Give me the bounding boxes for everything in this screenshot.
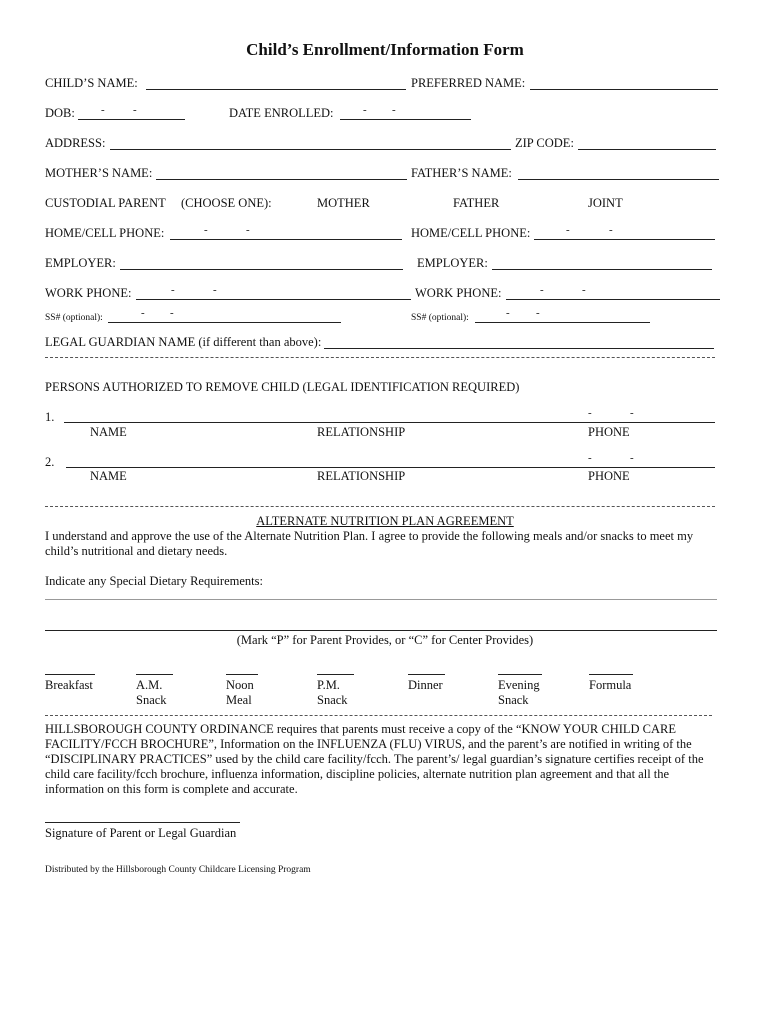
meal-label-am-snack: A.M. <box>136 678 163 692</box>
ss-separator: - <box>506 307 510 319</box>
phone-separator: - <box>566 224 570 236</box>
section-divider <box>45 357 715 358</box>
dob-label: DOB: <box>45 106 75 120</box>
home-cell-phone-label-2: HOME/CELL PHONE: <box>411 226 531 240</box>
meal-label-dinner: Dinner <box>408 678 443 692</box>
authorized-relationship-label: RELATIONSHIP <box>317 425 406 439</box>
authorized-person-1-field[interactable] <box>64 422 715 423</box>
meal-label-noon-2: Meal <box>226 693 252 707</box>
authorized-row-number: 2. <box>45 455 55 469</box>
custodial-option-joint[interactable]: JOINT <box>588 196 623 210</box>
phone-separator: - <box>582 284 586 296</box>
ss-field[interactable] <box>108 322 341 323</box>
legal-guardian-field[interactable] <box>324 348 714 349</box>
authorized-row-number: 1. <box>45 410 55 424</box>
custodial-option-mother[interactable]: MOTHER <box>317 196 370 210</box>
ss-label: SS# (optional): <box>45 313 103 323</box>
ss-separator: - <box>536 307 540 319</box>
breakfast-mark-field[interactable] <box>45 674 95 675</box>
preferred-name-field[interactable] <box>530 89 718 90</box>
ss-label-2: SS# (optional): <box>411 313 469 323</box>
authorized-name-label: NAME <box>90 469 127 483</box>
dietary-requirements-label: Indicate any Special Dietary Requirements: <box>45 574 263 588</box>
father-name-label: FATHER’S NAME: <box>411 166 512 180</box>
meal-label-evening-snack-2: Snack <box>498 693 529 707</box>
noon-meal-mark-field[interactable] <box>226 674 258 675</box>
meal-label-noon: Noon <box>226 678 254 692</box>
date-enrolled-field[interactable] <box>340 119 471 120</box>
signature-label: Signature of Parent or Legal Guardian <box>45 826 237 840</box>
employer-field-2[interactable] <box>492 269 712 270</box>
authorized-phone-label: PHONE <box>588 469 630 483</box>
ss-separator: - <box>141 307 145 319</box>
mark-instructions: (Mark “P” for Parent Provides, or “C” for Center Provides) <box>236 633 534 647</box>
dob-field[interactable] <box>78 119 185 120</box>
section-divider <box>45 506 715 507</box>
home-cell-phone-label: HOME/CELL PHONE: <box>45 226 165 240</box>
meal-label-breakfast: Breakfast <box>45 678 93 692</box>
choose-one-label: (CHOOSE ONE): <box>181 196 272 210</box>
evening-snack-mark-field[interactable] <box>498 674 542 675</box>
child-name-field[interactable] <box>146 89 406 90</box>
work-phone-label: WORK PHONE: <box>45 286 132 300</box>
dinner-mark-field[interactable] <box>408 674 445 675</box>
formula-mark-field[interactable] <box>589 674 633 675</box>
phone-separator: - <box>540 284 544 296</box>
address-label: ADDRESS: <box>45 136 106 150</box>
child-name-label: CHILD’S NAME: <box>45 76 138 90</box>
preferred-name-label: PREFERRED NAME: <box>411 76 526 90</box>
phone-separator: - <box>588 407 592 419</box>
date-separator: - <box>392 104 396 116</box>
ss-separator: - <box>170 307 174 319</box>
legal-guardian-label: LEGAL GUARDIAN NAME (if different than above): <box>45 335 322 349</box>
dob-separator: - <box>101 104 105 116</box>
authorized-name-label: NAME <box>90 425 127 439</box>
work-phone-label-2: WORK PHONE: <box>415 286 502 300</box>
father-name-field[interactable] <box>518 179 719 180</box>
mother-name-label: MOTHER’S NAME: <box>45 166 153 180</box>
mother-name-field[interactable] <box>156 179 407 180</box>
phone-separator: - <box>609 224 613 236</box>
meal-label-pm-snack-2: Snack <box>317 693 348 707</box>
date-enrolled-label: DATE ENROLLED: <box>229 106 334 120</box>
form-title: Child’s Enrollment/Information Form <box>246 40 524 59</box>
date-separator: - <box>363 104 367 116</box>
authorized-phone-label: PHONE <box>588 425 630 439</box>
employer-field[interactable] <box>120 269 403 270</box>
ordinance-text: HILLSBOROUGH COUNTY ORDINANCE requires that parents must receive a copy of the “KNOW YOUR CHILD CARE FACILITY/FCCH BROCHURE”, Information on the INFLUENZA (FLU) VIRUS, and the parent’s are notified in writing of the “DISCIPLINARY PRACTICES” used by the child care facility/fcch. The parent’s/ legal guardian’s signature certifies receipt of the child care facility/fcch brochure, influenza information, discipline policies, alternate nutrition plan agreement and that all the information on this form is complete and accurate. <box>45 722 704 796</box>
work-phone-field[interactable] <box>136 299 411 300</box>
authorized-person-2-field[interactable] <box>66 467 715 468</box>
home-cell-phone-field[interactable] <box>170 239 402 240</box>
nutrition-agreement-text: I understand and approve the use of the Alternate Nutrition Plan. I agree to provide the following meals and/or snacks to meet my child’s nutritional and dietary needs. <box>45 529 694 558</box>
meal-label-formula: Formula <box>589 678 632 692</box>
footer-text: Distributed by the Hillsborough County Childcare Licensing Program <box>45 865 311 875</box>
phone-separator: - <box>246 224 250 236</box>
custodial-parent-label: CUSTODIAL PARENT <box>45 196 166 210</box>
dietary-requirements-field[interactable] <box>45 599 717 600</box>
am-snack-mark-field[interactable] <box>136 674 173 675</box>
phone-separator: - <box>630 452 634 464</box>
signature-field[interactable] <box>45 822 240 823</box>
meal-label-evening-snack: Evening <box>498 678 540 692</box>
phone-separator: - <box>204 224 208 236</box>
zip-code-label: ZIP CODE: <box>515 136 574 150</box>
zip-code-field[interactable] <box>578 149 716 150</box>
phone-separator: - <box>171 284 175 296</box>
meal-label-pm-snack: P.M. <box>317 678 340 692</box>
nutrition-heading: ALTERNATE NUTRITION PLAN AGREEMENT <box>256 514 514 528</box>
meal-label-am-snack-2: Snack <box>136 693 167 707</box>
pm-snack-mark-field[interactable] <box>317 674 354 675</box>
home-cell-phone-field-2[interactable] <box>534 239 715 240</box>
authorized-heading: PERSONS AUTHORIZED TO REMOVE CHILD (LEGAL IDENTIFICATION REQUIRED) <box>45 380 520 394</box>
section-divider <box>45 715 712 716</box>
employer-label: EMPLOYER: <box>45 256 116 270</box>
dob-separator: - <box>133 104 137 116</box>
phone-separator: - <box>213 284 217 296</box>
dietary-requirements-field-2[interactable] <box>45 630 717 631</box>
employer-label-2: EMPLOYER: <box>417 256 488 270</box>
custodial-option-father[interactable]: FATHER <box>453 196 500 210</box>
address-field[interactable] <box>110 149 511 150</box>
work-phone-field-2[interactable] <box>506 299 720 300</box>
phone-separator: - <box>588 452 592 464</box>
ss-field-2[interactable] <box>475 322 650 323</box>
phone-separator: - <box>630 407 634 419</box>
authorized-relationship-label: RELATIONSHIP <box>317 469 406 483</box>
